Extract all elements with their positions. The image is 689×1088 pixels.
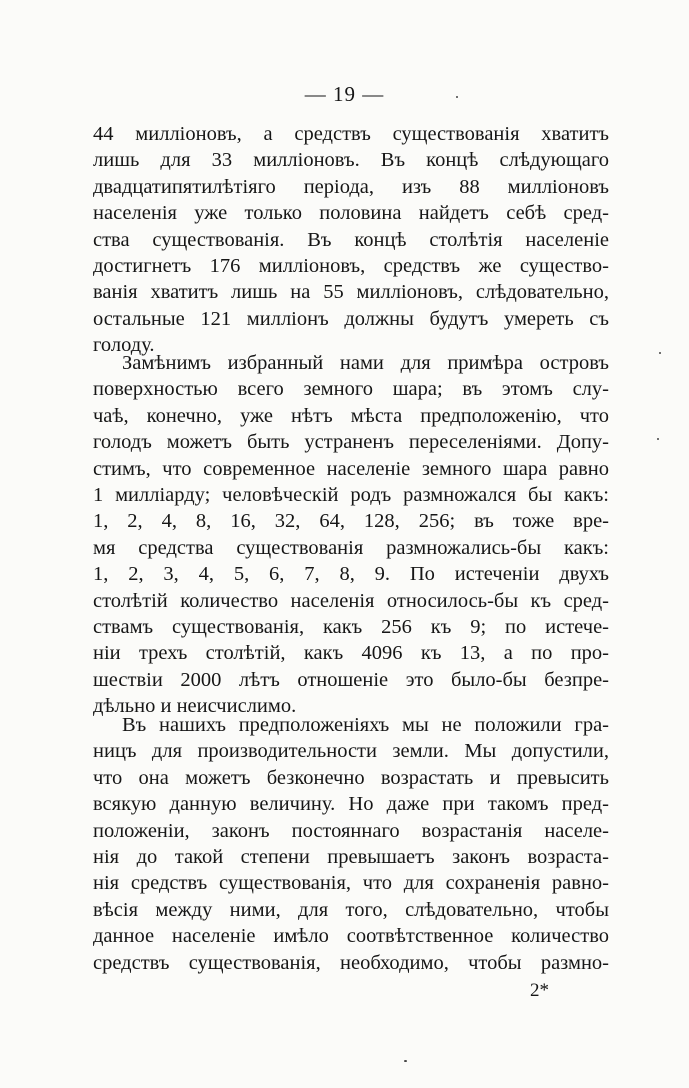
text-line: голоду.	[93, 334, 155, 357]
text-line: средствъ существованія, необходимо, чтобы размно-	[93, 951, 609, 974]
text-line: двадцатипятилѣтіяго періода, изъ 88 милліоновъ	[93, 175, 609, 198]
ink-speck	[657, 438, 659, 440]
text-line: всякую данную величину. Но даже при такомъ пред-	[93, 793, 609, 816]
text-line: 1 милліарду; человѣческій родъ размножался бы какъ:	[93, 483, 609, 506]
text-line: остальные 121 милліонъ должны будутъ умереть съ	[93, 307, 609, 330]
text-line: шествіи 2000 лѣтъ отношеніе это было-бы безпре-	[93, 668, 609, 691]
text-line: ства существованія. Въ концѣ столѣтія населеніе	[93, 228, 609, 251]
paragraph	[93, 350, 609, 719]
text-line: вѣсія между ними, для того, слѣдовательно, чтобы	[93, 898, 609, 921]
text-line: населенія уже только половина найдетъ себѣ сред-	[93, 202, 609, 225]
paragraph	[93, 712, 609, 976]
text-line: столѣтій количество населенія относилось-бы къ сред-	[93, 589, 609, 612]
text-line: лишь для 33 милліоновъ. Въ концѣ слѣдующаго	[93, 149, 609, 172]
text-line: ніи трехъ столѣтій, какъ 4096 къ 13, а по про-	[93, 642, 609, 665]
text-line: дѣльно и неисчислимо.	[93, 695, 297, 718]
page-number: — 19 —	[304, 82, 385, 106]
text-line: что она можетъ безконечно возрастать и превысить	[93, 766, 609, 789]
ink-speck	[404, 1060, 407, 1062]
text-line: данное населеніе имѣло соотвѣтственное количество	[93, 925, 609, 948]
text-line: положеніи, законъ постояннаго возрастанія населе-	[93, 819, 609, 842]
text-line: ванія хватитъ лишь на 55 милліоновъ, слѣдовательно,	[93, 281, 609, 304]
text-line: Замѣнимъ избранный нами для примѣра островъ	[122, 352, 609, 374]
text-line: поверхностью всего земного шара; въ этомъ слу-	[93, 378, 609, 401]
paragraph	[93, 121, 609, 359]
text-line: 1, 2, 3, 4, 5, 6, 7, 8, 9. По истеченіи двухъ	[93, 563, 609, 586]
text-line: голодъ можетъ быть устраненъ переселеніями. Допу-	[93, 431, 609, 454]
text-line: ницъ для производительности земли. Мы допустили,	[93, 740, 609, 763]
text-line: нія до такой степени превышаетъ законъ возраста-	[93, 845, 609, 868]
text-line: чаѣ, конечно, уже нѣтъ мѣста предположенію, что	[93, 404, 609, 427]
text-line: стимъ, что современное населеніе земного шара равно	[93, 457, 609, 480]
signature-mark: 2*	[530, 980, 549, 1001]
text-line: нія средствъ существованія, что для сохраненія равно-	[93, 872, 609, 895]
text-line: Въ нашихъ предположеніяхъ мы не положили гра-	[122, 714, 609, 736]
text-line: 44 милліоновъ, а средствъ существованія хватитъ	[93, 123, 609, 145]
ink-speck	[659, 352, 661, 354]
text-line: 1, 2, 4, 8, 16, 32, 64, 128, 256; въ тоже вре-	[93, 510, 609, 533]
text-line: ствамъ существованія, какъ 256 къ 9; по истече-	[93, 615, 609, 638]
text-line: достигнетъ 176 милліоновъ, средствъ же существо-	[93, 254, 609, 277]
ink-speck	[456, 96, 458, 98]
text-line: мя средства существованія размножались-бы какъ:	[93, 536, 609, 559]
